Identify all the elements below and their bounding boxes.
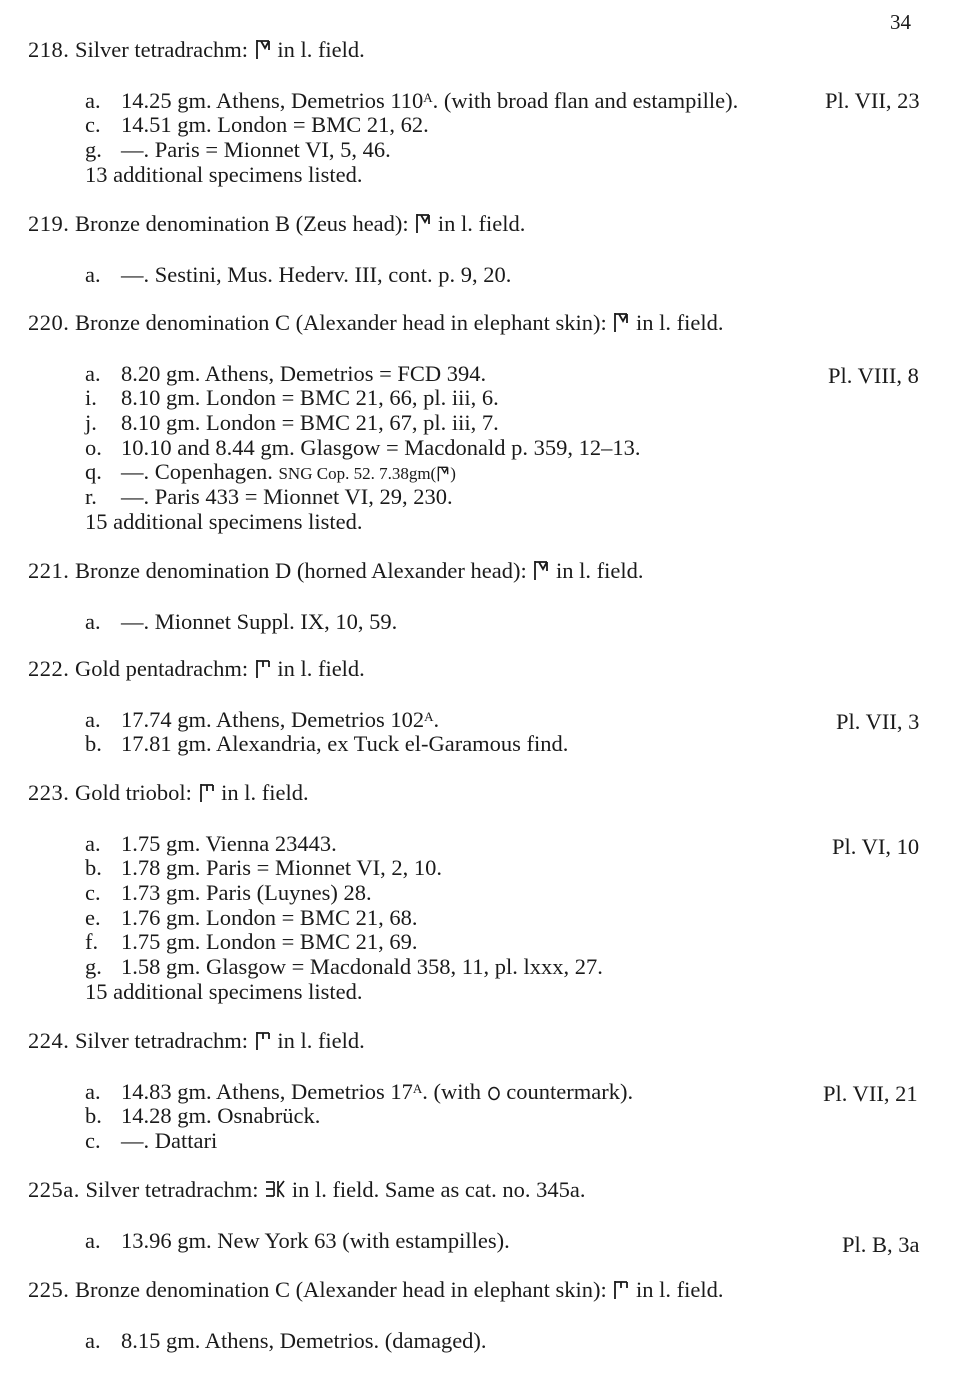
- entry-number: 219.: [28, 211, 70, 236]
- entry-number: 225a.: [28, 1177, 80, 1202]
- additional-specimens: 15 additional specimens listed.: [85, 978, 363, 1004]
- entry-title: Silver tetradrachm:: [75, 37, 249, 62]
- field-label: in l. field.: [277, 656, 365, 681]
- specimen-row: [85, 1104, 948, 1129]
- specimen-text: —. Copenhagen.: [121, 459, 273, 485]
- specimen-row: [85, 881, 948, 906]
- specimen-list: [85, 610, 948, 635]
- specimen-row: [85, 732, 948, 757]
- field-label: in l. field.: [635, 1277, 724, 1302]
- specimen-row: [85, 930, 948, 955]
- entry-219: [28, 212, 948, 287]
- specimen-row: [85, 113, 948, 138]
- entry-heading: [28, 1029, 948, 1054]
- specimen-text-cont: . (with: [422, 1078, 481, 1104]
- entry-number: 225.: [28, 1277, 70, 1302]
- specimen-text: —. Paris 433 = Mionnet VI, 29, 230.: [121, 484, 453, 510]
- specimen-text: 17.81 gm. Alexandria, ex Tuck el-Garamous find.: [121, 731, 569, 757]
- entry-title: Silver tetradrachm:: [75, 1028, 249, 1053]
- specimen-text: 14.25 gm. Athens, Demetrios 110: [121, 87, 424, 113]
- specimen-row: [85, 708, 948, 733]
- specimen-letter: b.: [85, 855, 102, 881]
- specimen-list: [85, 832, 948, 1005]
- specimen-text-end: countermark).: [506, 1078, 634, 1104]
- entry-heading: [28, 559, 948, 584]
- plate-reference: Pl. B, 3a: [842, 1231, 920, 1257]
- specimen-letter: a.: [85, 706, 101, 732]
- field-label: in l. field.: [277, 37, 365, 62]
- field-label: in l. field.: [555, 558, 644, 583]
- specimen-text: 14.28 gm. Osnabrück.: [121, 1103, 321, 1129]
- monogram-icon: [254, 657, 272, 679]
- specimen-text: 14.83 gm. Athens, Demetrios 17: [121, 1078, 413, 1104]
- specimen-list: [85, 362, 948, 535]
- specimen-letter: a.: [85, 830, 101, 856]
- additional-specimens: 13 additional specimens listed.: [85, 161, 363, 187]
- specimen-row: [85, 138, 948, 163]
- entry-number: 220.: [28, 310, 70, 335]
- specimen-text: —. Dattari: [121, 1128, 218, 1154]
- field-label: in l. field.: [221, 780, 309, 805]
- entry-heading: [28, 1178, 948, 1203]
- entry-225: [28, 1278, 948, 1353]
- specimen-letter: a.: [85, 261, 101, 287]
- plate-reference: Pl. VII, 21: [823, 1080, 918, 1106]
- entry-number: 224.: [28, 1028, 70, 1053]
- specimen-letter: a.: [85, 87, 101, 113]
- entry-225a: [28, 1177, 948, 1257]
- specimen-letter: j.: [85, 410, 97, 436]
- entry-title: Gold pentadrachm:: [75, 656, 249, 681]
- entry-224: [28, 1029, 948, 1154]
- entry-title: Bronze denomination C (Alexander head in elephant skin):: [75, 1277, 607, 1302]
- specimen-text: 14.51 gm. London = BMC 21, 62.: [121, 112, 429, 138]
- specimen-letter: c.: [85, 880, 101, 906]
- superscript: A: [412, 1080, 423, 1096]
- specimen-text: 1.76 gm. London = BMC 21, 68.: [121, 904, 418, 930]
- specimen-list: [85, 708, 948, 757]
- page-number: 34: [890, 10, 911, 34]
- specimen-text: 13.96 gm. New York 63 (with estampilles).: [121, 1227, 510, 1253]
- specimen-letter: g.: [85, 137, 102, 163]
- plate-reference: Pl. VII, 3: [836, 708, 920, 734]
- entry-heading: [28, 1278, 948, 1303]
- field-label: in l. field.: [437, 211, 526, 236]
- specimen-row: [85, 1329, 948, 1354]
- specimen-text: 8.15 gm. Athens, Demetrios. (damaged).: [121, 1327, 487, 1353]
- specimen-text-cont: .: [433, 706, 440, 732]
- specimen-text: 1.75 gm. London = BMC 21, 69.: [121, 929, 418, 955]
- entry-number: 221.: [28, 558, 70, 583]
- superscript: A: [424, 708, 434, 724]
- entry-number: 218.: [28, 37, 70, 62]
- specimen-row: [85, 362, 948, 387]
- specimen-text: 1.75 gm. Vienna 23443.: [121, 830, 337, 856]
- entry-title: Bronze denomination B (Zeus head):: [75, 211, 409, 236]
- specimen-list: [85, 1080, 948, 1154]
- specimen-row: [85, 906, 948, 931]
- entry-title: Gold triobol:: [75, 780, 192, 805]
- monogram-icon: [612, 311, 630, 333]
- specimen-list: [85, 89, 948, 188]
- specimen-row: [85, 856, 948, 881]
- field-label: in l. field.: [635, 310, 724, 335]
- specimen-letter: o.: [85, 434, 102, 460]
- specimen-row: [85, 263, 948, 288]
- specimen-letter: q.: [85, 459, 102, 485]
- monogram-icon: [198, 781, 216, 803]
- specimen-list: [85, 1227, 948, 1257]
- specimen-letter: b.: [85, 731, 102, 757]
- specimen-letter: a.: [85, 608, 101, 634]
- specimen-text: 8.10 gm. London = BMC 21, 66, pl. iii, 6.: [121, 385, 499, 411]
- entry-title: Bronze denomination C (Alexander head in elephant skin):: [75, 310, 607, 335]
- specimen-letter: c.: [85, 1128, 101, 1154]
- specimen-text: 17.74 gm. Athens, Demetrios 102: [121, 706, 425, 732]
- specimen-text: 8.20 gm. Athens, Demetrios = FCD 394.: [121, 360, 487, 386]
- entry-heading: [28, 311, 948, 336]
- specimen-row: [85, 386, 948, 411]
- specimen-text: 8.10 gm. London = BMC 21, 67, pl. iii, 7.: [121, 410, 499, 436]
- specimen-letter: a.: [85, 1227, 101, 1253]
- specimen-text: —. Mionnet Suppl. IX, 10, 59.: [121, 608, 398, 634]
- specimen-text: —. Sestini, Mus. Hederv. III, cont. p. 9, 20.: [121, 261, 512, 287]
- specimen-row: [85, 1227, 948, 1257]
- specimen-text-cont: . (with broad flan and estampille).: [432, 87, 739, 113]
- specimen-letter: c.: [85, 112, 101, 138]
- entry-title: Bronze denomination D (horned Alexander head):: [75, 558, 527, 583]
- specimen-row: [85, 89, 948, 114]
- entry-218: [28, 38, 948, 187]
- countermark-circle-icon: [487, 1082, 501, 1107]
- monogram-icon: [264, 1178, 286, 1200]
- specimen-letter: g.: [85, 954, 102, 980]
- specimen-row: [85, 832, 948, 857]
- specimen-text: 1.78 gm. Paris = Mionnet VI, 2, 10.: [121, 855, 443, 881]
- monogram-icon: [414, 212, 432, 234]
- monogram-icon: [612, 1278, 630, 1300]
- entry-222: [28, 657, 948, 757]
- specimen-letter: a.: [85, 360, 101, 386]
- specimen-row: [85, 955, 948, 980]
- monogram-icon: [532, 559, 550, 581]
- specimen-letter: r.: [85, 484, 97, 510]
- specimen-list: [85, 1329, 948, 1354]
- specimen-row: [85, 1129, 948, 1154]
- entry-heading: [28, 657, 948, 682]
- superscript: A: [423, 89, 433, 105]
- specimen-row: [85, 610, 948, 635]
- entry-heading: [28, 212, 948, 237]
- plate-reference: Pl. VIII, 8: [828, 362, 919, 388]
- specimen-row: [85, 411, 948, 436]
- entry-heading: [28, 781, 948, 806]
- field-label: in l. field.: [277, 1028, 365, 1053]
- entry-number: 222.: [28, 656, 70, 681]
- specimen-letter: i.: [85, 385, 97, 411]
- entry-heading: [28, 38, 948, 63]
- specimen-list: [85, 263, 948, 288]
- specimen-text: 1.73 gm. Paris (Luynes) 28.: [121, 880, 372, 906]
- specimen-row: [85, 1080, 948, 1105]
- specimen-note: SNG Cop. 52. 7.38gm(: [278, 464, 437, 484]
- specimen-row: [85, 485, 948, 510]
- monogram-icon: [254, 1029, 272, 1051]
- entry-title: Silver tetradrachm:: [85, 1177, 259, 1202]
- entry-220: [28, 311, 948, 535]
- specimen-text: —. Paris = Mionnet VI, 5, 46.: [121, 137, 391, 163]
- specimen-text: 10.10 and 8.44 gm. Glasgow = Macdonald p. 359, 12–13.: [121, 434, 641, 460]
- specimen-letter: b.: [85, 1103, 102, 1129]
- plate-reference: Pl. VI, 10: [832, 833, 920, 859]
- specimen-letter: e.: [85, 904, 101, 930]
- specimen-letter: a.: [85, 1327, 101, 1353]
- specimen-letter: a.: [85, 1078, 101, 1104]
- entry-223: [28, 781, 948, 1005]
- monogram-icon: [436, 465, 450, 482]
- specimen-letter: f.: [85, 929, 99, 955]
- plate-reference: Pl. VII, 23: [825, 87, 920, 113]
- entry-221: [28, 559, 948, 634]
- monogram-icon: [254, 38, 272, 60]
- specimen-text: 1.58 gm. Glasgow = Macdonald 358, 11, pl. lxxx, 27.: [121, 954, 603, 980]
- entry-tail: in l. field. Same as cat. no. 345a.: [291, 1177, 586, 1202]
- entry-number: 223.: [28, 780, 70, 805]
- additional-specimens: 15 additional specimens listed.: [85, 508, 363, 534]
- specimen-row: [85, 436, 948, 461]
- specimen-row: [85, 460, 948, 485]
- note-close-paren: ): [450, 464, 456, 484]
